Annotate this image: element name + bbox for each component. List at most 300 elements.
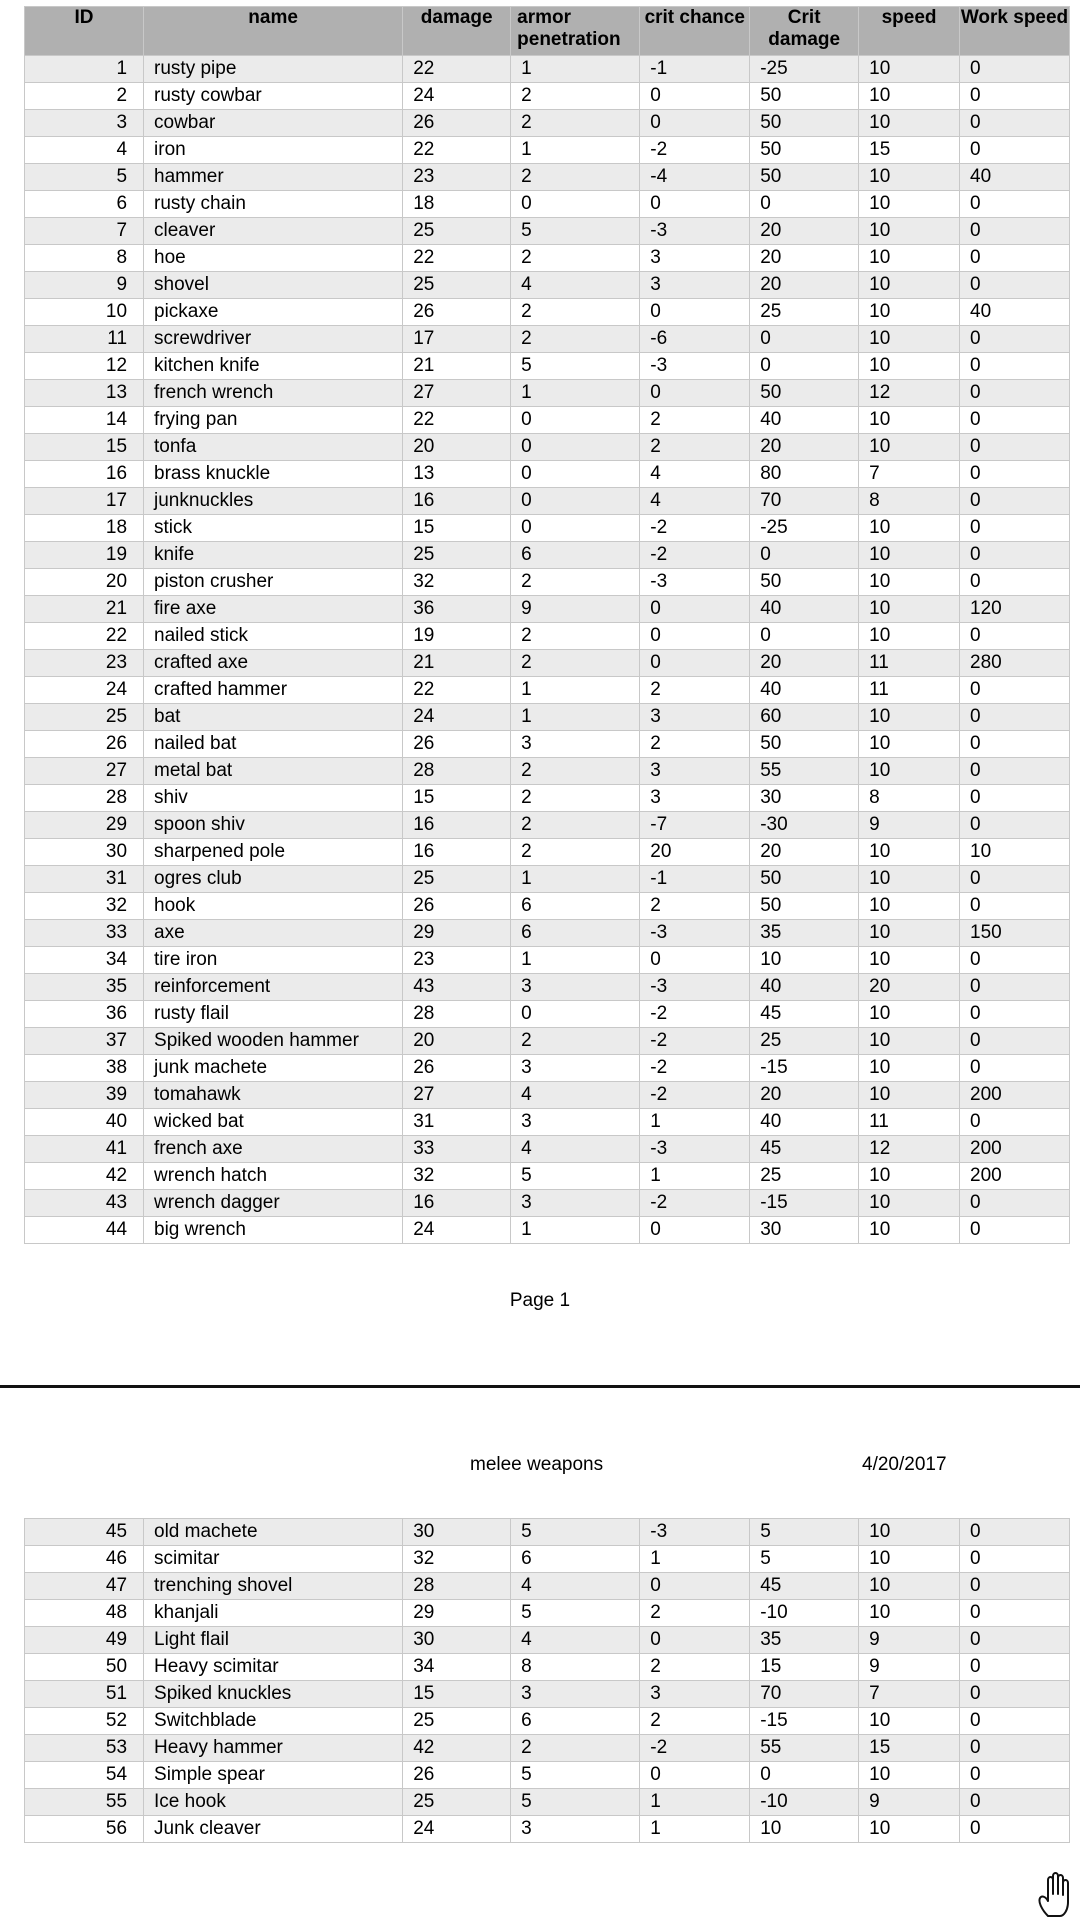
cell-crit-chance: 0 — [640, 1627, 750, 1654]
cell-work-speed: 200 — [960, 1163, 1070, 1190]
cell-armor-penetration: 2 — [511, 650, 640, 677]
cell-name: rusty pipe — [144, 56, 403, 83]
cell-damage: 22 — [403, 137, 511, 164]
cell-armor-penetration: 6 — [511, 1708, 640, 1735]
cell-crit-chance: 2 — [640, 1654, 750, 1681]
cell-id: 11 — [25, 326, 144, 353]
cell-id: 26 — [25, 731, 144, 758]
cell-work-speed: 0 — [960, 677, 1070, 704]
header-crit-damage: Crit damage — [750, 7, 859, 56]
cell-damage: 24 — [403, 1217, 511, 1244]
cell-work-speed: 0 — [960, 56, 1070, 83]
cell-crit-damage: 50 — [750, 866, 859, 893]
cell-damage: 28 — [403, 1573, 511, 1600]
cell-armor-penetration: 1 — [511, 947, 640, 974]
cell-speed: 10 — [859, 596, 960, 623]
cell-crit-chance: 1 — [640, 1163, 750, 1190]
cell-speed: 10 — [859, 245, 960, 272]
cell-crit-chance: 2 — [640, 677, 750, 704]
cell-name: bat — [144, 704, 403, 731]
cell-damage: 27 — [403, 1082, 511, 1109]
cell-armor-penetration: 5 — [511, 1600, 640, 1627]
table-row — [25, 1109, 1070, 1136]
cell-armor-penetration: 2 — [511, 785, 640, 812]
cell-name: ogres club — [144, 866, 403, 893]
table-row — [25, 569, 1070, 596]
cell-speed: 10 — [859, 1573, 960, 1600]
cell-crit-damage: 5 — [750, 1546, 859, 1573]
cell-speed: 10 — [859, 1001, 960, 1028]
cell-crit-damage: 80 — [750, 461, 859, 488]
cell-crit-chance: -2 — [640, 542, 750, 569]
table-row — [25, 812, 1070, 839]
cell-crit-damage: 10 — [750, 947, 859, 974]
table-row — [25, 1627, 1070, 1654]
cell-crit-damage: 50 — [750, 164, 859, 191]
cell-work-speed: 0 — [960, 245, 1070, 272]
cell-id: 30 — [25, 839, 144, 866]
cell-crit-damage: 20 — [750, 245, 859, 272]
table-row — [25, 974, 1070, 1001]
cell-crit-damage: 10 — [750, 1816, 859, 1843]
cell-crit-chance: -3 — [640, 1136, 750, 1163]
cell-id: 44 — [25, 1217, 144, 1244]
cell-work-speed: 0 — [960, 1109, 1070, 1136]
cell-speed: 10 — [859, 83, 960, 110]
cell-id: 7 — [25, 218, 144, 245]
cell-damage: 32 — [403, 1546, 511, 1573]
cell-name: Heavy scimitar — [144, 1654, 403, 1681]
cell-crit-damage: 45 — [750, 1136, 859, 1163]
cell-crit-damage: 20 — [750, 1082, 859, 1109]
cell-id: 53 — [25, 1735, 144, 1762]
cell-crit-damage: 30 — [750, 1217, 859, 1244]
cell-speed: 10 — [859, 569, 960, 596]
table-row — [25, 56, 1070, 83]
cell-id: 12 — [25, 353, 144, 380]
cell-speed: 11 — [859, 650, 960, 677]
cell-name: rusty cowbar — [144, 83, 403, 110]
cell-armor-penetration: 2 — [511, 812, 640, 839]
cell-speed: 10 — [859, 1762, 960, 1789]
cell-crit-chance: -2 — [640, 1001, 750, 1028]
cell-name: stick — [144, 515, 403, 542]
cell-name: Spiked wooden hammer — [144, 1028, 403, 1055]
cell-id: 42 — [25, 1163, 144, 1190]
cell-crit-chance: 1 — [640, 1816, 750, 1843]
cell-damage: 26 — [403, 731, 511, 758]
cell-armor-penetration: 6 — [511, 893, 640, 920]
cell-armor-penetration: 4 — [511, 1573, 640, 1600]
cell-damage: 16 — [403, 839, 511, 866]
cell-speed: 10 — [859, 272, 960, 299]
cell-speed: 10 — [859, 1163, 960, 1190]
cell-id: 41 — [25, 1136, 144, 1163]
table-row — [25, 407, 1070, 434]
cell-crit-chance: 3 — [640, 785, 750, 812]
cell-id: 43 — [25, 1190, 144, 1217]
cell-armor-penetration: 5 — [511, 1762, 640, 1789]
cell-crit-damage: 35 — [750, 920, 859, 947]
cell-name: hook — [144, 893, 403, 920]
cell-name: rusty flail — [144, 1001, 403, 1028]
cell-speed: 9 — [859, 1789, 960, 1816]
cell-id: 20 — [25, 569, 144, 596]
cell-work-speed: 0 — [960, 866, 1070, 893]
table-row — [25, 920, 1070, 947]
cell-damage: 26 — [403, 110, 511, 137]
cell-id: 29 — [25, 812, 144, 839]
cell-crit-chance: 2 — [640, 407, 750, 434]
cell-damage: 20 — [403, 434, 511, 461]
cell-crit-damage: 50 — [750, 893, 859, 920]
cell-speed: 12 — [859, 380, 960, 407]
cell-damage: 24 — [403, 1816, 511, 1843]
cell-damage: 22 — [403, 245, 511, 272]
table-row — [25, 677, 1070, 704]
cell-name: brass knuckle — [144, 461, 403, 488]
cell-id: 15 — [25, 434, 144, 461]
cell-work-speed: 0 — [960, 812, 1070, 839]
cell-crit-damage: 0 — [750, 542, 859, 569]
table-row — [25, 326, 1070, 353]
cell-work-speed: 0 — [960, 380, 1070, 407]
cell-armor-penetration: 3 — [511, 1681, 640, 1708]
table-row — [25, 272, 1070, 299]
cell-crit-chance: 0 — [640, 623, 750, 650]
cell-damage: 30 — [403, 1627, 511, 1654]
cell-id: 56 — [25, 1816, 144, 1843]
table-row — [25, 83, 1070, 110]
cell-work-speed: 40 — [960, 299, 1070, 326]
table-row — [25, 1762, 1070, 1789]
cell-armor-penetration: 2 — [511, 299, 640, 326]
cell-armor-penetration: 1 — [511, 677, 640, 704]
cell-armor-penetration: 0 — [511, 1001, 640, 1028]
cell-damage: 28 — [403, 758, 511, 785]
cell-damage: 25 — [403, 272, 511, 299]
table-row — [25, 191, 1070, 218]
table-row — [25, 1001, 1070, 1028]
cell-work-speed: 10 — [960, 839, 1070, 866]
table-row — [25, 1681, 1070, 1708]
cell-id: 6 — [25, 191, 144, 218]
cell-armor-penetration: 0 — [511, 488, 640, 515]
cell-speed: 15 — [859, 1735, 960, 1762]
cell-crit-chance: 3 — [640, 272, 750, 299]
cell-crit-chance: -1 — [640, 56, 750, 83]
hand-pointer-icon — [1034, 1870, 1078, 1918]
cell-damage: 23 — [403, 947, 511, 974]
page-divider — [0, 1385, 1080, 1388]
cell-id: 1 — [25, 56, 144, 83]
cell-name: Heavy hammer — [144, 1735, 403, 1762]
cell-work-speed: 0 — [960, 407, 1070, 434]
cell-armor-penetration: 2 — [511, 758, 640, 785]
cell-work-speed: 0 — [960, 83, 1070, 110]
table-body-page-2 — [25, 1519, 1070, 1843]
cell-name: shovel — [144, 272, 403, 299]
cell-id: 35 — [25, 974, 144, 1001]
cell-work-speed: 0 — [960, 785, 1070, 812]
cell-id: 46 — [25, 1546, 144, 1573]
cell-name: reinforcement — [144, 974, 403, 1001]
cell-work-speed: 0 — [960, 1762, 1070, 1789]
cell-damage: 15 — [403, 1681, 511, 1708]
cell-work-speed: 0 — [960, 1816, 1070, 1843]
cell-work-speed: 0 — [960, 974, 1070, 1001]
header-row — [25, 7, 1070, 56]
table-row — [25, 1217, 1070, 1244]
table-row — [25, 1163, 1070, 1190]
cell-crit-damage: 40 — [750, 596, 859, 623]
cell-work-speed: 0 — [960, 461, 1070, 488]
header-damage: damage — [403, 7, 511, 56]
cell-id: 49 — [25, 1627, 144, 1654]
cell-work-speed: 0 — [960, 353, 1070, 380]
cell-speed: 10 — [859, 1600, 960, 1627]
cell-speed: 7 — [859, 1681, 960, 1708]
cell-work-speed: 0 — [960, 758, 1070, 785]
table-row — [25, 1816, 1070, 1843]
cell-crit-damage: 0 — [750, 326, 859, 353]
cell-work-speed: 200 — [960, 1136, 1070, 1163]
cell-damage: 25 — [403, 1708, 511, 1735]
cell-crit-damage: 55 — [750, 758, 859, 785]
cell-name: crafted axe — [144, 650, 403, 677]
cell-armor-penetration: 3 — [511, 1816, 640, 1843]
table-row — [25, 650, 1070, 677]
cell-name: scimitar — [144, 1546, 403, 1573]
cell-id: 32 — [25, 893, 144, 920]
cell-armor-penetration: 4 — [511, 1082, 640, 1109]
cell-speed: 10 — [859, 920, 960, 947]
cell-speed: 10 — [859, 218, 960, 245]
cell-work-speed: 0 — [960, 137, 1070, 164]
cell-crit-chance: 2 — [640, 731, 750, 758]
cell-crit-damage: 20 — [750, 434, 859, 461]
cell-work-speed: 0 — [960, 1519, 1070, 1546]
cell-id: 18 — [25, 515, 144, 542]
cell-speed: 10 — [859, 1708, 960, 1735]
cell-damage: 25 — [403, 218, 511, 245]
header-name: name — [144, 7, 403, 56]
cell-name: frying pan — [144, 407, 403, 434]
cell-work-speed: 0 — [960, 434, 1070, 461]
cell-damage: 25 — [403, 542, 511, 569]
cell-crit-chance: -3 — [640, 353, 750, 380]
cell-name: Spiked knuckles — [144, 1681, 403, 1708]
cell-crit-damage: -10 — [750, 1789, 859, 1816]
cell-name: rusty chain — [144, 191, 403, 218]
cell-damage: 34 — [403, 1654, 511, 1681]
cell-crit-chance: -6 — [640, 326, 750, 353]
cell-name: hammer — [144, 164, 403, 191]
cell-crit-damage: 0 — [750, 191, 859, 218]
table-row — [25, 947, 1070, 974]
cell-crit-damage: -15 — [750, 1055, 859, 1082]
cell-id: 25 — [25, 704, 144, 731]
cell-name: screwdriver — [144, 326, 403, 353]
cell-work-speed: 0 — [960, 893, 1070, 920]
cell-name: wrench hatch — [144, 1163, 403, 1190]
cell-name: junk machete — [144, 1055, 403, 1082]
cell-crit-damage: 45 — [750, 1001, 859, 1028]
cell-crit-chance: -4 — [640, 164, 750, 191]
cell-speed: 10 — [859, 839, 960, 866]
cell-speed: 10 — [859, 1519, 960, 1546]
cell-work-speed: 0 — [960, 488, 1070, 515]
table-row — [25, 893, 1070, 920]
cell-id: 23 — [25, 650, 144, 677]
table-row — [25, 110, 1070, 137]
cell-armor-penetration: 2 — [511, 245, 640, 272]
cell-armor-penetration: 5 — [511, 353, 640, 380]
cell-armor-penetration: 4 — [511, 1627, 640, 1654]
cell-id: 31 — [25, 866, 144, 893]
header-work-speed: Work speed — [960, 7, 1070, 56]
cell-crit-damage: 60 — [750, 704, 859, 731]
header-armor-penetration: armor penetration — [511, 7, 640, 56]
header-id: ID — [25, 7, 144, 56]
cell-id: 38 — [25, 1055, 144, 1082]
cell-armor-penetration: 3 — [511, 1109, 640, 1136]
cell-armor-penetration: 1 — [511, 866, 640, 893]
cell-work-speed: 0 — [960, 1600, 1070, 1627]
cell-id: 52 — [25, 1708, 144, 1735]
cell-work-speed: 120 — [960, 596, 1070, 623]
cell-damage: 31 — [403, 1109, 511, 1136]
cell-crit-damage: 5 — [750, 1519, 859, 1546]
cell-crit-chance: 0 — [640, 299, 750, 326]
cell-speed: 9 — [859, 1627, 960, 1654]
cell-armor-penetration: 2 — [511, 839, 640, 866]
cell-crit-chance: 0 — [640, 596, 750, 623]
cell-crit-chance: 2 — [640, 1600, 750, 1627]
cell-crit-chance: -2 — [640, 1055, 750, 1082]
cell-crit-damage: 45 — [750, 1573, 859, 1600]
cell-name: wicked bat — [144, 1109, 403, 1136]
cell-work-speed: 0 — [960, 1789, 1070, 1816]
cell-crit-chance: -3 — [640, 1519, 750, 1546]
cell-armor-penetration: 3 — [511, 974, 640, 1001]
cell-id: 54 — [25, 1762, 144, 1789]
cell-speed: 10 — [859, 1028, 960, 1055]
cell-crit-chance: 2 — [640, 893, 750, 920]
table-row — [25, 1519, 1070, 1546]
cell-speed: 10 — [859, 542, 960, 569]
cell-crit-chance: 4 — [640, 488, 750, 515]
cell-damage: 16 — [403, 1190, 511, 1217]
cell-crit-chance: 0 — [640, 947, 750, 974]
cell-name: iron — [144, 137, 403, 164]
cell-damage: 22 — [403, 677, 511, 704]
cell-damage: 13 — [403, 461, 511, 488]
cell-crit-damage: -10 — [750, 1600, 859, 1627]
table-row — [25, 380, 1070, 407]
cell-name: big wrench — [144, 1217, 403, 1244]
cell-armor-penetration: 1 — [511, 1217, 640, 1244]
cell-damage: 24 — [403, 704, 511, 731]
cell-armor-penetration: 2 — [511, 326, 640, 353]
cell-crit-damage: -15 — [750, 1190, 859, 1217]
cell-crit-chance: 0 — [640, 650, 750, 677]
cell-crit-chance: -7 — [640, 812, 750, 839]
cell-name: Ice hook — [144, 1789, 403, 1816]
cell-speed: 9 — [859, 1654, 960, 1681]
cell-crit-chance: 3 — [640, 704, 750, 731]
cell-armor-penetration: 1 — [511, 137, 640, 164]
cell-damage: 22 — [403, 407, 511, 434]
cell-crit-damage: 40 — [750, 974, 859, 1001]
cell-name: piston crusher — [144, 569, 403, 596]
cell-work-speed: 0 — [960, 947, 1070, 974]
cell-damage: 25 — [403, 866, 511, 893]
cell-crit-chance: 20 — [640, 839, 750, 866]
cell-name: metal bat — [144, 758, 403, 785]
cell-damage: 20 — [403, 1028, 511, 1055]
cell-name: nailed stick — [144, 623, 403, 650]
cell-name: sharpened pole — [144, 839, 403, 866]
cell-crit-damage: 25 — [750, 299, 859, 326]
cell-crit-chance: -2 — [640, 1082, 750, 1109]
table-row — [25, 731, 1070, 758]
cell-speed: 11 — [859, 1109, 960, 1136]
table-row — [25, 1654, 1070, 1681]
cell-armor-penetration: 4 — [511, 272, 640, 299]
table-row — [25, 866, 1070, 893]
cell-crit-damage: 50 — [750, 380, 859, 407]
cell-damage: 24 — [403, 83, 511, 110]
cell-name: Simple spear — [144, 1762, 403, 1789]
table-row — [25, 299, 1070, 326]
cell-work-speed: 0 — [960, 542, 1070, 569]
cell-crit-damage: 40 — [750, 407, 859, 434]
cell-work-speed: 0 — [960, 1001, 1070, 1028]
cell-damage: 26 — [403, 893, 511, 920]
cell-crit-chance: 2 — [640, 434, 750, 461]
cell-armor-penetration: 2 — [511, 1028, 640, 1055]
cell-name: knife — [144, 542, 403, 569]
table-row — [25, 461, 1070, 488]
cell-crit-damage: -15 — [750, 1708, 859, 1735]
cell-armor-penetration: 0 — [511, 434, 640, 461]
cell-armor-penetration: 9 — [511, 596, 640, 623]
cell-id: 33 — [25, 920, 144, 947]
cell-name: tonfa — [144, 434, 403, 461]
cell-name: hoe — [144, 245, 403, 272]
cell-speed: 10 — [859, 1082, 960, 1109]
table-row — [25, 1735, 1070, 1762]
cell-speed: 12 — [859, 1136, 960, 1163]
cell-crit-damage: 0 — [750, 623, 859, 650]
cell-speed: 10 — [859, 704, 960, 731]
table-row — [25, 1190, 1070, 1217]
table-row — [25, 353, 1070, 380]
table-row — [25, 1055, 1070, 1082]
cell-crit-damage: 0 — [750, 353, 859, 380]
cell-damage: 32 — [403, 1163, 511, 1190]
cell-work-speed: 0 — [960, 191, 1070, 218]
cell-speed: 10 — [859, 1190, 960, 1217]
table-row — [25, 515, 1070, 542]
cell-damage: 30 — [403, 1519, 511, 1546]
cell-speed: 10 — [859, 623, 960, 650]
cell-armor-penetration: 3 — [511, 1190, 640, 1217]
cell-damage: 27 — [403, 380, 511, 407]
cell-crit-damage: -30 — [750, 812, 859, 839]
cell-name: khanjali — [144, 1600, 403, 1627]
